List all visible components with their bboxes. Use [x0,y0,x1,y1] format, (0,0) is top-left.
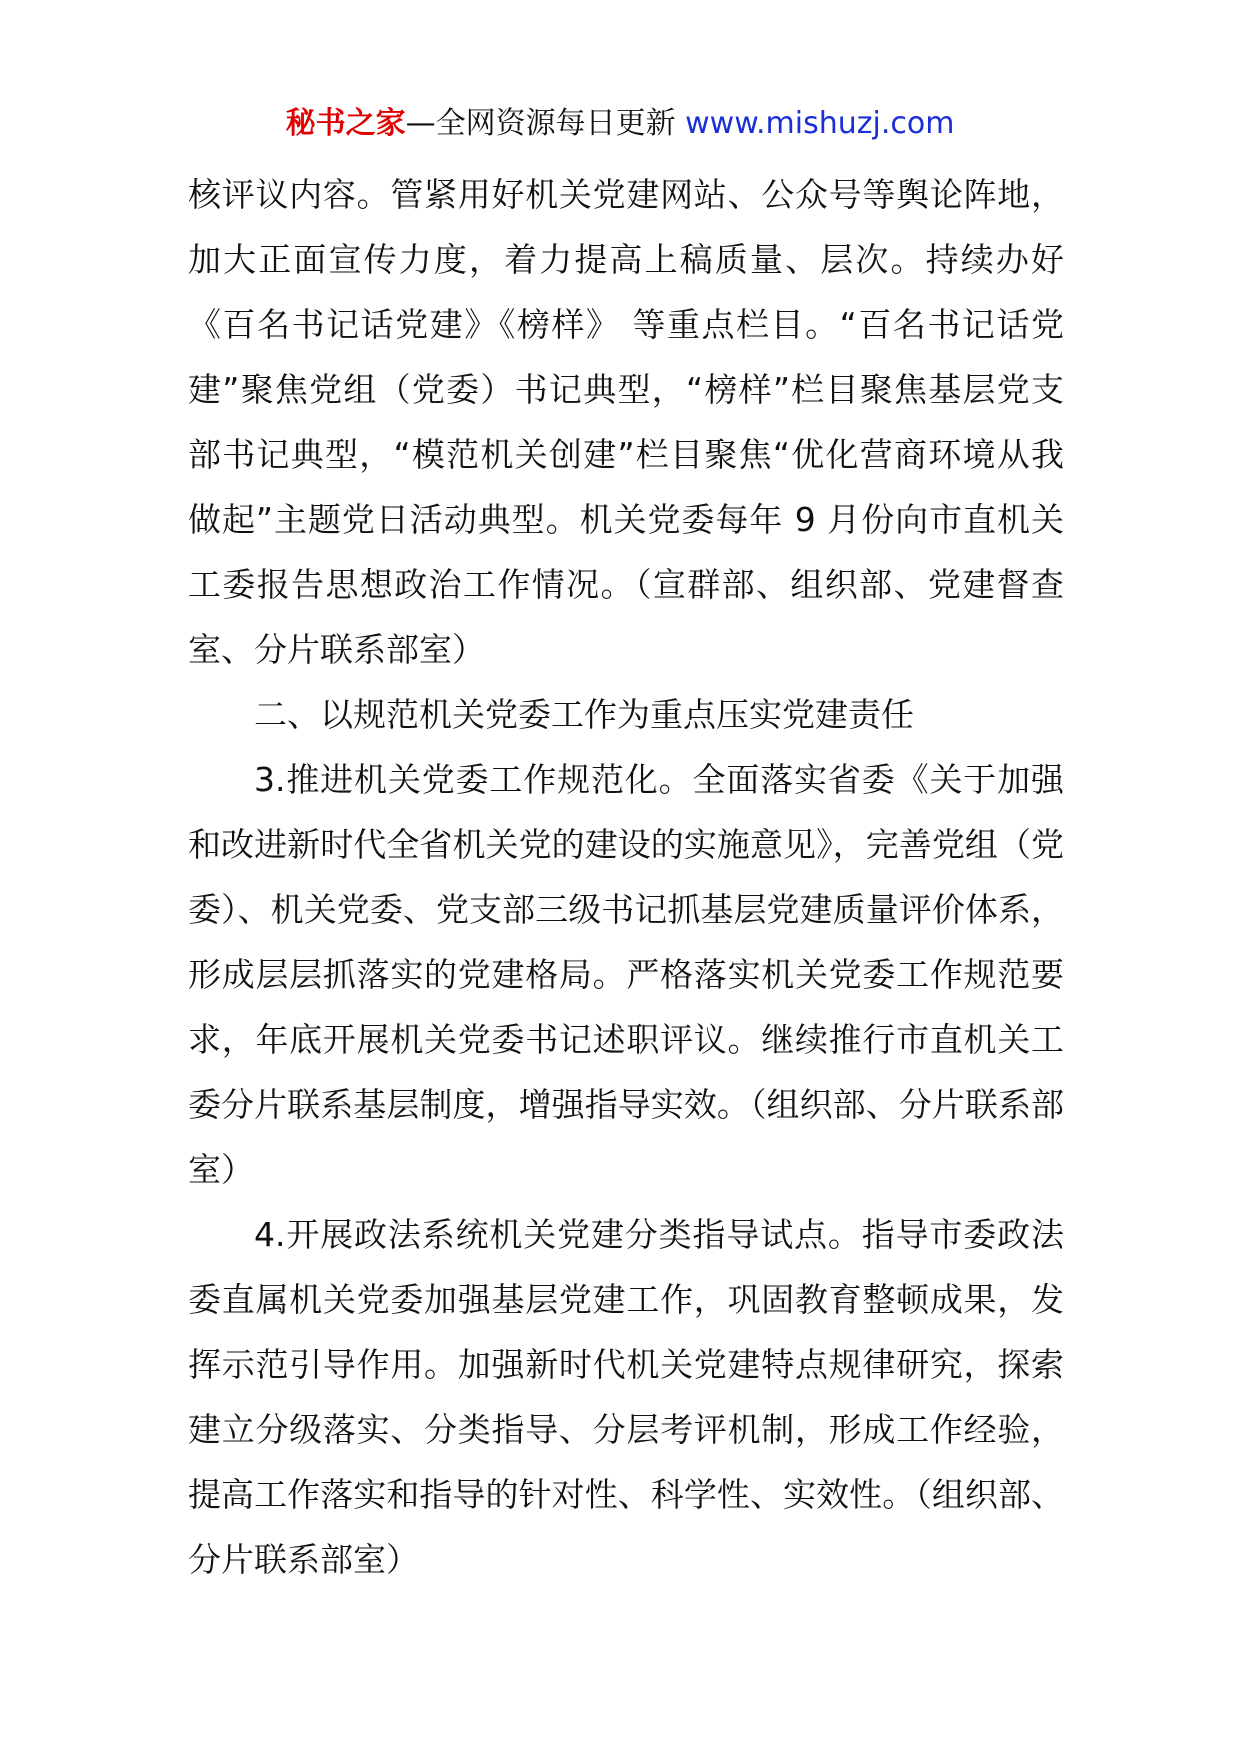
watermark-header [0,104,1240,144]
paragraph-item-4: 4.开展政法系统机关党建分类指导试点。指导市委政法委直属机关党委加强基层党建工作，巩固教育整顿成果，发挥示范引导作用。加强新时代机关党建特点规律研究，探索建立分级落实、分类指导、分层考评机制，形成工作经验，提高工作落实和指导的针对性、科学性、实效性。（组织部、分片联系部室） [188,1215,1064,1579]
paragraph-continued: 核评议内容。管紧用好机关党建网站、公众号等舆论阵地，加大正面宣传力度，着力提高上稿质量、层次。持续办好《百名书记话党建》《榜样》 等重点栏目。“百名书记话党建”聚焦党组（党委）书记典型，“榜样”栏目聚焦基层党支部书记典型，“模范机关创建”栏目聚焦“优化营商环境从我做起”主题党日活动典型。机关党委每年 9 月份向市直机关工委报告思想政治工作情况。（宣群部、组织部、党建督查室、分片联系部室） [188,175,1064,669]
brand-name: 秘书之家 [285,106,406,141]
document-body [188,162,1064,1592]
website-link[interactable]: www.mishuzj.com [685,106,955,141]
paragraph-item-3: 3.推进机关党委工作规范化。全面落实省委《关于加强和改进新时代全省机关党的建设的实施意见》，完善党组（党委）、机关党委、党支部三级书记抓基层党建质量评价体系，形成层层抓落实的党建格局。严格落实机关党委工作规范要求，年底开展机关党委书记述职评议。继续推行市直机关工委分片联系基层制度，增强指导实效。（组织部、分片联系部室） [188,760,1064,1189]
header-tagline: —全网资源每日更新 [405,106,686,141]
section-heading: 二、以规范机关党委工作为重点压实党建责任 [254,695,914,734]
